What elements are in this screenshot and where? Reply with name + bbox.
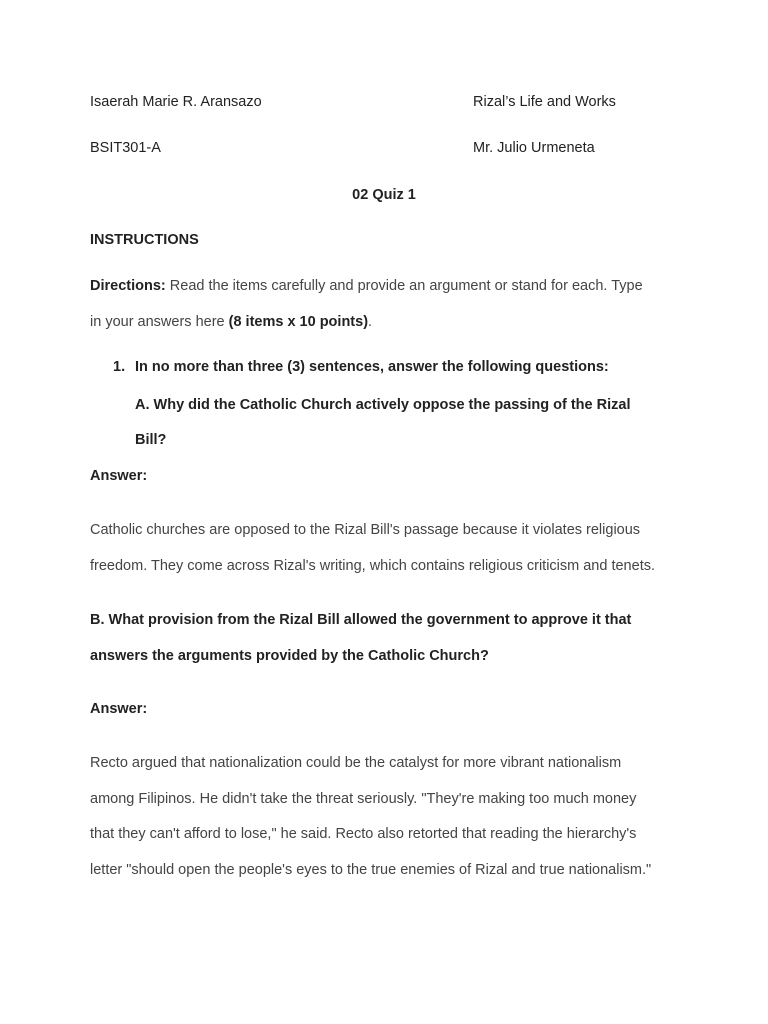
answer-b-line-2: among Filipinos. He didn't take the threat seriously. "They're making too much money — [90, 791, 637, 807]
student-name: Isaerah Marie R. Aransazo — [90, 94, 262, 110]
answer-a-label: Answer: — [90, 468, 148, 484]
item-prompt: In no more than three (3) sentences, answer the following questions: — [135, 359, 609, 375]
course-title: Rizal’s Life and Works — [473, 94, 616, 110]
directions-line-2 — [90, 313, 372, 331]
question-b-line-2: answers the arguments provided by the Catholic Church? — [90, 648, 489, 664]
answer-b-line-1: Recto argued that nationalization could be the catalyst for more vibrant nationalism — [90, 755, 622, 771]
section-code: BSIT301-A — [90, 140, 161, 156]
directions-line-1 — [90, 277, 643, 295]
instructions-heading: INSTRUCTIONS — [90, 232, 199, 248]
directions-text-2: in your answers here — [90, 314, 229, 330]
directions-text-1: Read the items carefully and provide an argument or stand for each. Type — [165, 278, 643, 294]
answer-a-line-2: freedom. They come across Rizal's writing, which contains religious criticism and tenets. — [90, 558, 655, 574]
question-a-line-2: Bill? — [135, 432, 167, 448]
answer-b-label: Answer: — [90, 701, 148, 717]
answer-a-line-1: Catholic churches are opposed to the Rizal Bill's passage because it violates religious — [90, 522, 641, 538]
answer-b-line-4: letter "should open the people's eyes to the true enemies of Rizal and true nationalism." — [90, 862, 652, 878]
instructor-name: Mr. Julio Urmeneta — [473, 140, 595, 156]
quiz-title: 02 Quiz 1 — [352, 187, 416, 203]
question-b-line-1: B. What provision from the Rizal Bill allowed the government to approve it that — [90, 612, 632, 628]
directions-period: . — [368, 314, 373, 330]
question-a-line-1: A. Why did the Catholic Church actively oppose the passing of the Rizal — [135, 397, 631, 413]
directions-points: (8 items x 10 points) — [228, 314, 369, 330]
answer-b-line-3: that they can't afford to lose," he said. Recto also retorted that reading the hierarchy's — [90, 826, 637, 842]
directions-label: Directions: — [90, 278, 166, 294]
item-number: 1. — [113, 359, 126, 375]
